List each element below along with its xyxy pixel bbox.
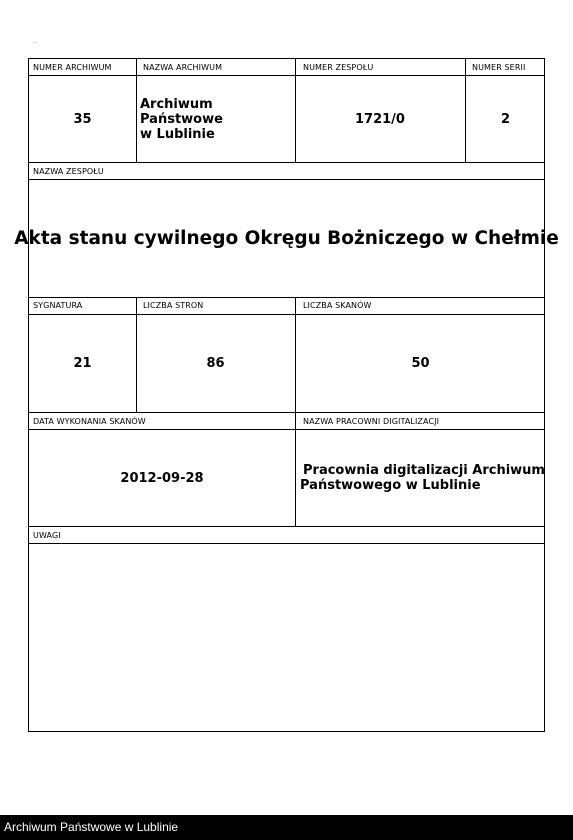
label-sygnatura: SYGNATURA — [33, 301, 83, 310]
label-nazwa-zespolu: NAZWA ZESPOŁU — [33, 167, 104, 176]
divider — [29, 543, 544, 544]
label-numer-archiwum: NUMER ARCHIWUM — [33, 63, 112, 72]
value-uwagi — [33, 545, 542, 729]
value-nazwa-archiwum-line1: Archiwum Państwowe — [140, 96, 223, 127]
value-liczba-skanow: 50 — [411, 356, 430, 371]
value-sygnatura: 21 — [73, 356, 92, 371]
label-numer-serii: NUMER SERII — [472, 63, 526, 72]
value-nazwa-archiwum — [140, 76, 295, 162]
footer-bar — [0, 815, 573, 840]
value-nazwa-pracowni-line2: Państwowego w Lublinie — [300, 478, 481, 493]
divider — [295, 412, 296, 526]
label-nazwa-pracowni: NAZWA PRACOWNI DIGITALIZACJI — [303, 417, 440, 426]
label-uwagi: UWAGI — [33, 531, 61, 540]
footer-text: Archiwum Państwowe w Lublinie — [4, 820, 179, 834]
value-numer-serii: 2 — [500, 111, 511, 127]
value-nazwa-pracowni — [300, 430, 546, 526]
divider — [29, 162, 544, 163]
value-nazwa-archiwum-line2: w Lublinie — [140, 126, 215, 142]
value-liczba-stron: 86 — [206, 356, 225, 371]
value-numer-zespolu: 1721/0 — [355, 111, 405, 127]
value-nazwa-zespolu: Akta stanu cywilnego Okręgu Bożniczego w Chełmie — [14, 228, 559, 249]
label-liczba-skanow: LICZBA SKANÓW — [303, 301, 372, 310]
archive-metadata-form — [14, 58, 559, 732]
divider — [136, 59, 137, 162]
value-numer-archiwum: 35 — [73, 111, 92, 127]
label-nazwa-archiwum: NAZWA ARCHIWUM — [143, 63, 223, 72]
value-nazwa-pracowni-line1: Pracownia digitalizacji Archiwum — [303, 463, 545, 478]
divider — [29, 412, 544, 413]
label-data-wykonania: DATA WYKONANIA SKANÓW — [33, 417, 146, 426]
value-data-wykonania: 2012-09-28 — [120, 470, 204, 486]
divider — [29, 526, 544, 527]
divider — [29, 297, 544, 298]
corner-mark: .. — [33, 38, 37, 45]
label-numer-zespolu: NUMER ZESPOŁU — [303, 63, 374, 72]
label-liczba-stron: LICZBA STRON — [143, 301, 204, 310]
